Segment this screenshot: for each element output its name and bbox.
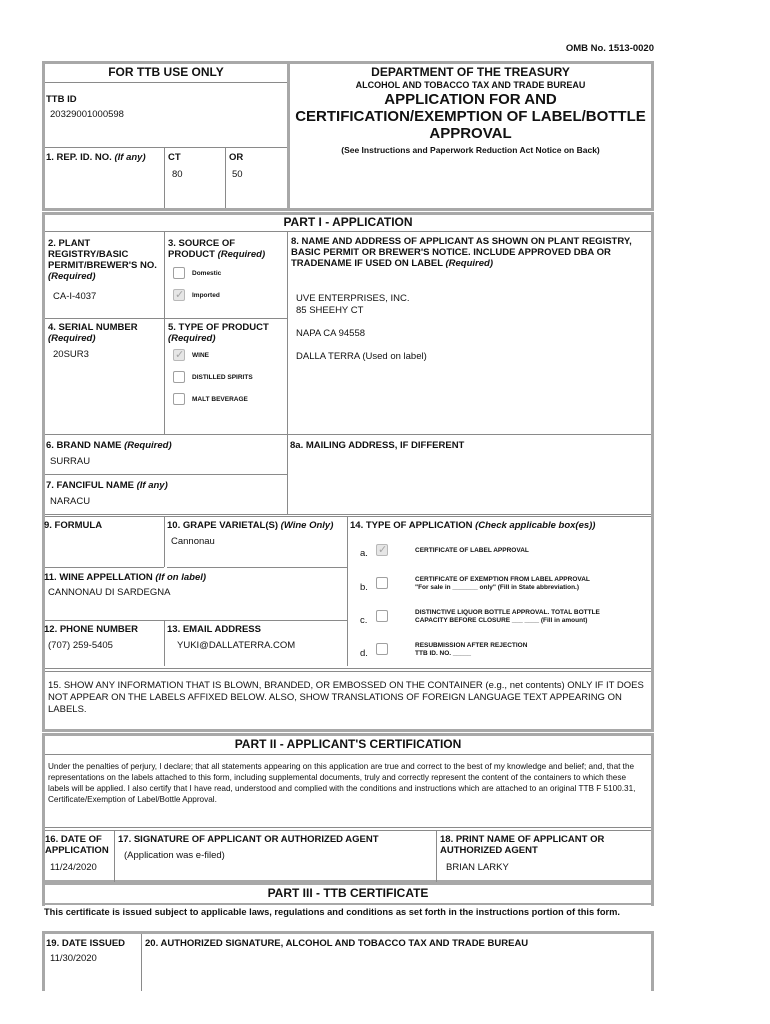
appellation-value: CANNONAU DI SARDEGNA [48,587,171,598]
apptype-a-letter: a. [360,548,368,559]
domestic-checkbox[interactable] [173,267,185,279]
plant-registry-req: (Required) [48,271,96,282]
email-label: 13. EMAIL ADDRESS [167,624,261,635]
ct-value: 80 [172,169,183,180]
print-name-value: BRIAN LARKY [446,862,509,873]
appellation-label-text: 11. WINE APPELLATION [44,572,153,583]
phone-value: (707) 259-5405 [48,640,113,651]
imported-checkbox[interactable] [173,289,185,301]
source-label [168,238,280,260]
appellation-label [44,572,206,583]
apptype-d-checkbox[interactable] [376,643,388,655]
serial-label-text: 4. SERIAL NUMBER [48,322,138,333]
domestic-label: Domestic [192,270,222,277]
form-title-line1: APPLICATION FOR AND [384,91,557,108]
apptype-c-letter: c. [360,615,368,626]
spirits-checkbox[interactable] [173,371,185,383]
ct-label: CT [168,152,181,163]
serial-req: (Required) [48,333,96,344]
source-req: (Required) [217,249,266,260]
grape-label [167,520,349,531]
apptype-a-label: CERTIFICATE OF LABEL APPROVAL [415,547,529,554]
brand-label [46,440,172,451]
phone-label: 12. PHONE NUMBER [44,624,138,635]
app-date-value: 11/24/2020 [50,862,97,873]
date-issued-label: 19. DATE ISSUED [46,938,126,949]
wine-checkbox[interactable] [173,349,185,361]
spirits-label: DISTILLED SPIRITS [192,374,253,381]
wine-label: WINE [192,352,209,359]
brand-value: SURRAU [50,456,91,467]
grape-value: Cannonau [171,536,215,547]
part1-title: PART I - APPLICATION [283,215,413,229]
or-label: OR [229,152,244,163]
signature-value: (Application was e-filed) [124,850,225,861]
apptype-b-label2: "For sale in _______ only" (Fill in State abbreviation.) [415,584,580,591]
brand-req: (Required) [124,440,172,451]
omb-number: OMB No. 1513-0020 [565,43,654,54]
apptype-c-label1: DISTINCTIVE LIQUOR BOTTLE APPROVAL. TOTAL BOTTLE [415,609,600,616]
fanciful-label [46,480,168,491]
dept-title: DEPARTMENT OF THE TREASURY [371,65,570,79]
auth-signature-label: 20. AUTHORIZED SIGNATURE, ALCOHOL AND TOBACCO TAX AND TRADE BUREAU [145,938,529,949]
apptype-label-text: 14. TYPE OF APPLICATION [350,520,473,531]
applicant-line4: DALLA TERRA (Used on label) [296,351,427,362]
imported-label: Imported [192,292,220,299]
form-note: (See Instructions and Paperwork Reduction Act Notice on Back) [341,145,600,155]
type-req: (Required) [168,333,216,344]
rep-id-label-suffix: (If any) [114,152,146,163]
ttb-use-title: FOR TTB USE ONLY [108,65,224,79]
fanciful-value: NARACU [50,496,91,507]
applicant-label [291,236,649,269]
apptype-b-checkbox[interactable] [376,577,388,589]
malt-checkbox[interactable] [173,393,185,405]
email-value: YUKI@DALLATERRA.COM [177,640,296,651]
mailing-label: 8a. MAILING ADDRESS, IF DIFFERENT [290,440,465,451]
app-date-label: 16. DATE OF APPLICATION [45,834,109,856]
malt-label: MALT BEVERAGE [192,396,248,403]
grape-req: (Wine Only) [280,520,334,531]
item15-text: 15. SHOW ANY INFORMATION THAT IS BLOWN, BRANDED, OR EMBOSSED ON THE CONTAINER (e.g., net contents) ONLY IF IT DOES NOT APPEAR ON THE LABELS AFFIXED BELOW. ALSO, SHOW TRANSLATIONS OF FOREIGN LANGUAGE TEXT APPEARING ON LABELS. [48,680,644,715]
applicant-req: (Required) [445,258,493,269]
apptype-c-checkbox[interactable] [376,610,388,622]
certification-text: Under the penalties of perjury, I declare; that all statements appearing on this application are true and correct to the best of my knowledge and belief; and, that the representations on the labels attached to this form, including supplemental documents, truly and correctly represent the content of the containers to which these labels will be applied. I also certify that I have read, understood and complied with the conditions and instructions which are attached to an original TTB F 5100.31, Certificate/Exemption of Label/Bottle Approval. [48,762,636,804]
brand-label-text: 6. BRAND NAME [46,440,122,451]
ttb-id-value: 20329001000598 [50,109,124,120]
ttb-id-label: TTB ID [46,94,77,105]
serial-label [48,322,160,344]
part3-title: PART III - TTB CERTIFICATE [267,886,429,900]
serial-value: 20SUR3 [53,349,89,360]
source-label-text: 3. SOURCE OF PRODUCT [168,238,236,260]
plant-registry-label-text: 2. PLANT REGISTRY/BASIC PERMIT/BREWER'S NO. [48,238,157,271]
print-name-label: 18. PRINT NAME OF APPLICANT OR AUTHORIZED AGENT [440,834,605,856]
applicant-line1: UVE ENTERPRISES, INC. [296,293,410,304]
type-label-text: 5. TYPE OF PRODUCT [168,322,269,333]
apptype-c-label2: CAPACITY BEFORE CLOSURE ___ ____ (Fill in amount) [415,617,588,624]
date-issued-value: 11/30/2020 [50,953,97,964]
signature-label: 17. SIGNATURE OF APPLICANT OR AUTHORIZED AGENT [118,834,379,845]
part2-title: PART II - APPLICANT'S CERTIFICATION [234,737,462,751]
applicant-line3: NAPA CA 94558 [296,328,366,339]
bureau-title: ALCOHOL AND TOBACCO TAX AND TRADE BUREAU [355,80,586,90]
apptype-b-label1: CERTIFICATE OF EXEMPTION FROM LABEL APPROVAL [415,576,590,583]
form-title-line2: CERTIFICATION/EXEMPTION OF LABEL/BOTTLE [295,108,646,125]
formula-label: 9. FORMULA [44,520,103,531]
applicant-line2: 85 SHEEHY CT [296,305,364,316]
plant-registry-value: CA-I-4037 [53,291,97,302]
apptype-req: (Check applicable box(es)) [475,520,596,531]
apptype-d-letter: d. [360,648,368,659]
apptype-d-label1: RESUBMISSION AFTER REJECTION [415,642,528,649]
type-label [168,322,284,344]
certificate-text: This certificate is issued subject to applicable laws, regulations and conditions as set forth in the instructions portion of this form. [44,907,620,917]
appellation-req: (If on label) [155,572,207,583]
apptype-b-letter: b. [360,582,368,593]
apptype-a-checkbox[interactable] [376,544,388,556]
or-value: 50 [232,169,243,180]
fanciful-label-text: 7. FANCIFUL NAME [46,480,134,491]
rep-id-label [46,152,164,163]
fanciful-req: (If any) [136,480,168,491]
apptype-d-label2: TTB ID. NO. _____ [415,650,471,657]
part1-frame [42,212,654,732]
apptype-label [350,520,650,531]
grape-label-text: 10. GRAPE VARIETAL(S) [167,520,279,531]
rep-id-label-text: 1. REP. ID. NO. [46,152,112,163]
applicant-label-text: 8. NAME AND ADDRESS OF APPLICANT AS SHOWN ON PLANT REGISTRY, BASIC PERMIT OR BREWER'S NOTICE. INCLUDE APPROVED DBA OR TRADENAME IF USED ON LABEL [291,236,632,269]
plant-registry-label [48,238,160,282]
form-title-line3: APPROVAL [429,125,512,142]
